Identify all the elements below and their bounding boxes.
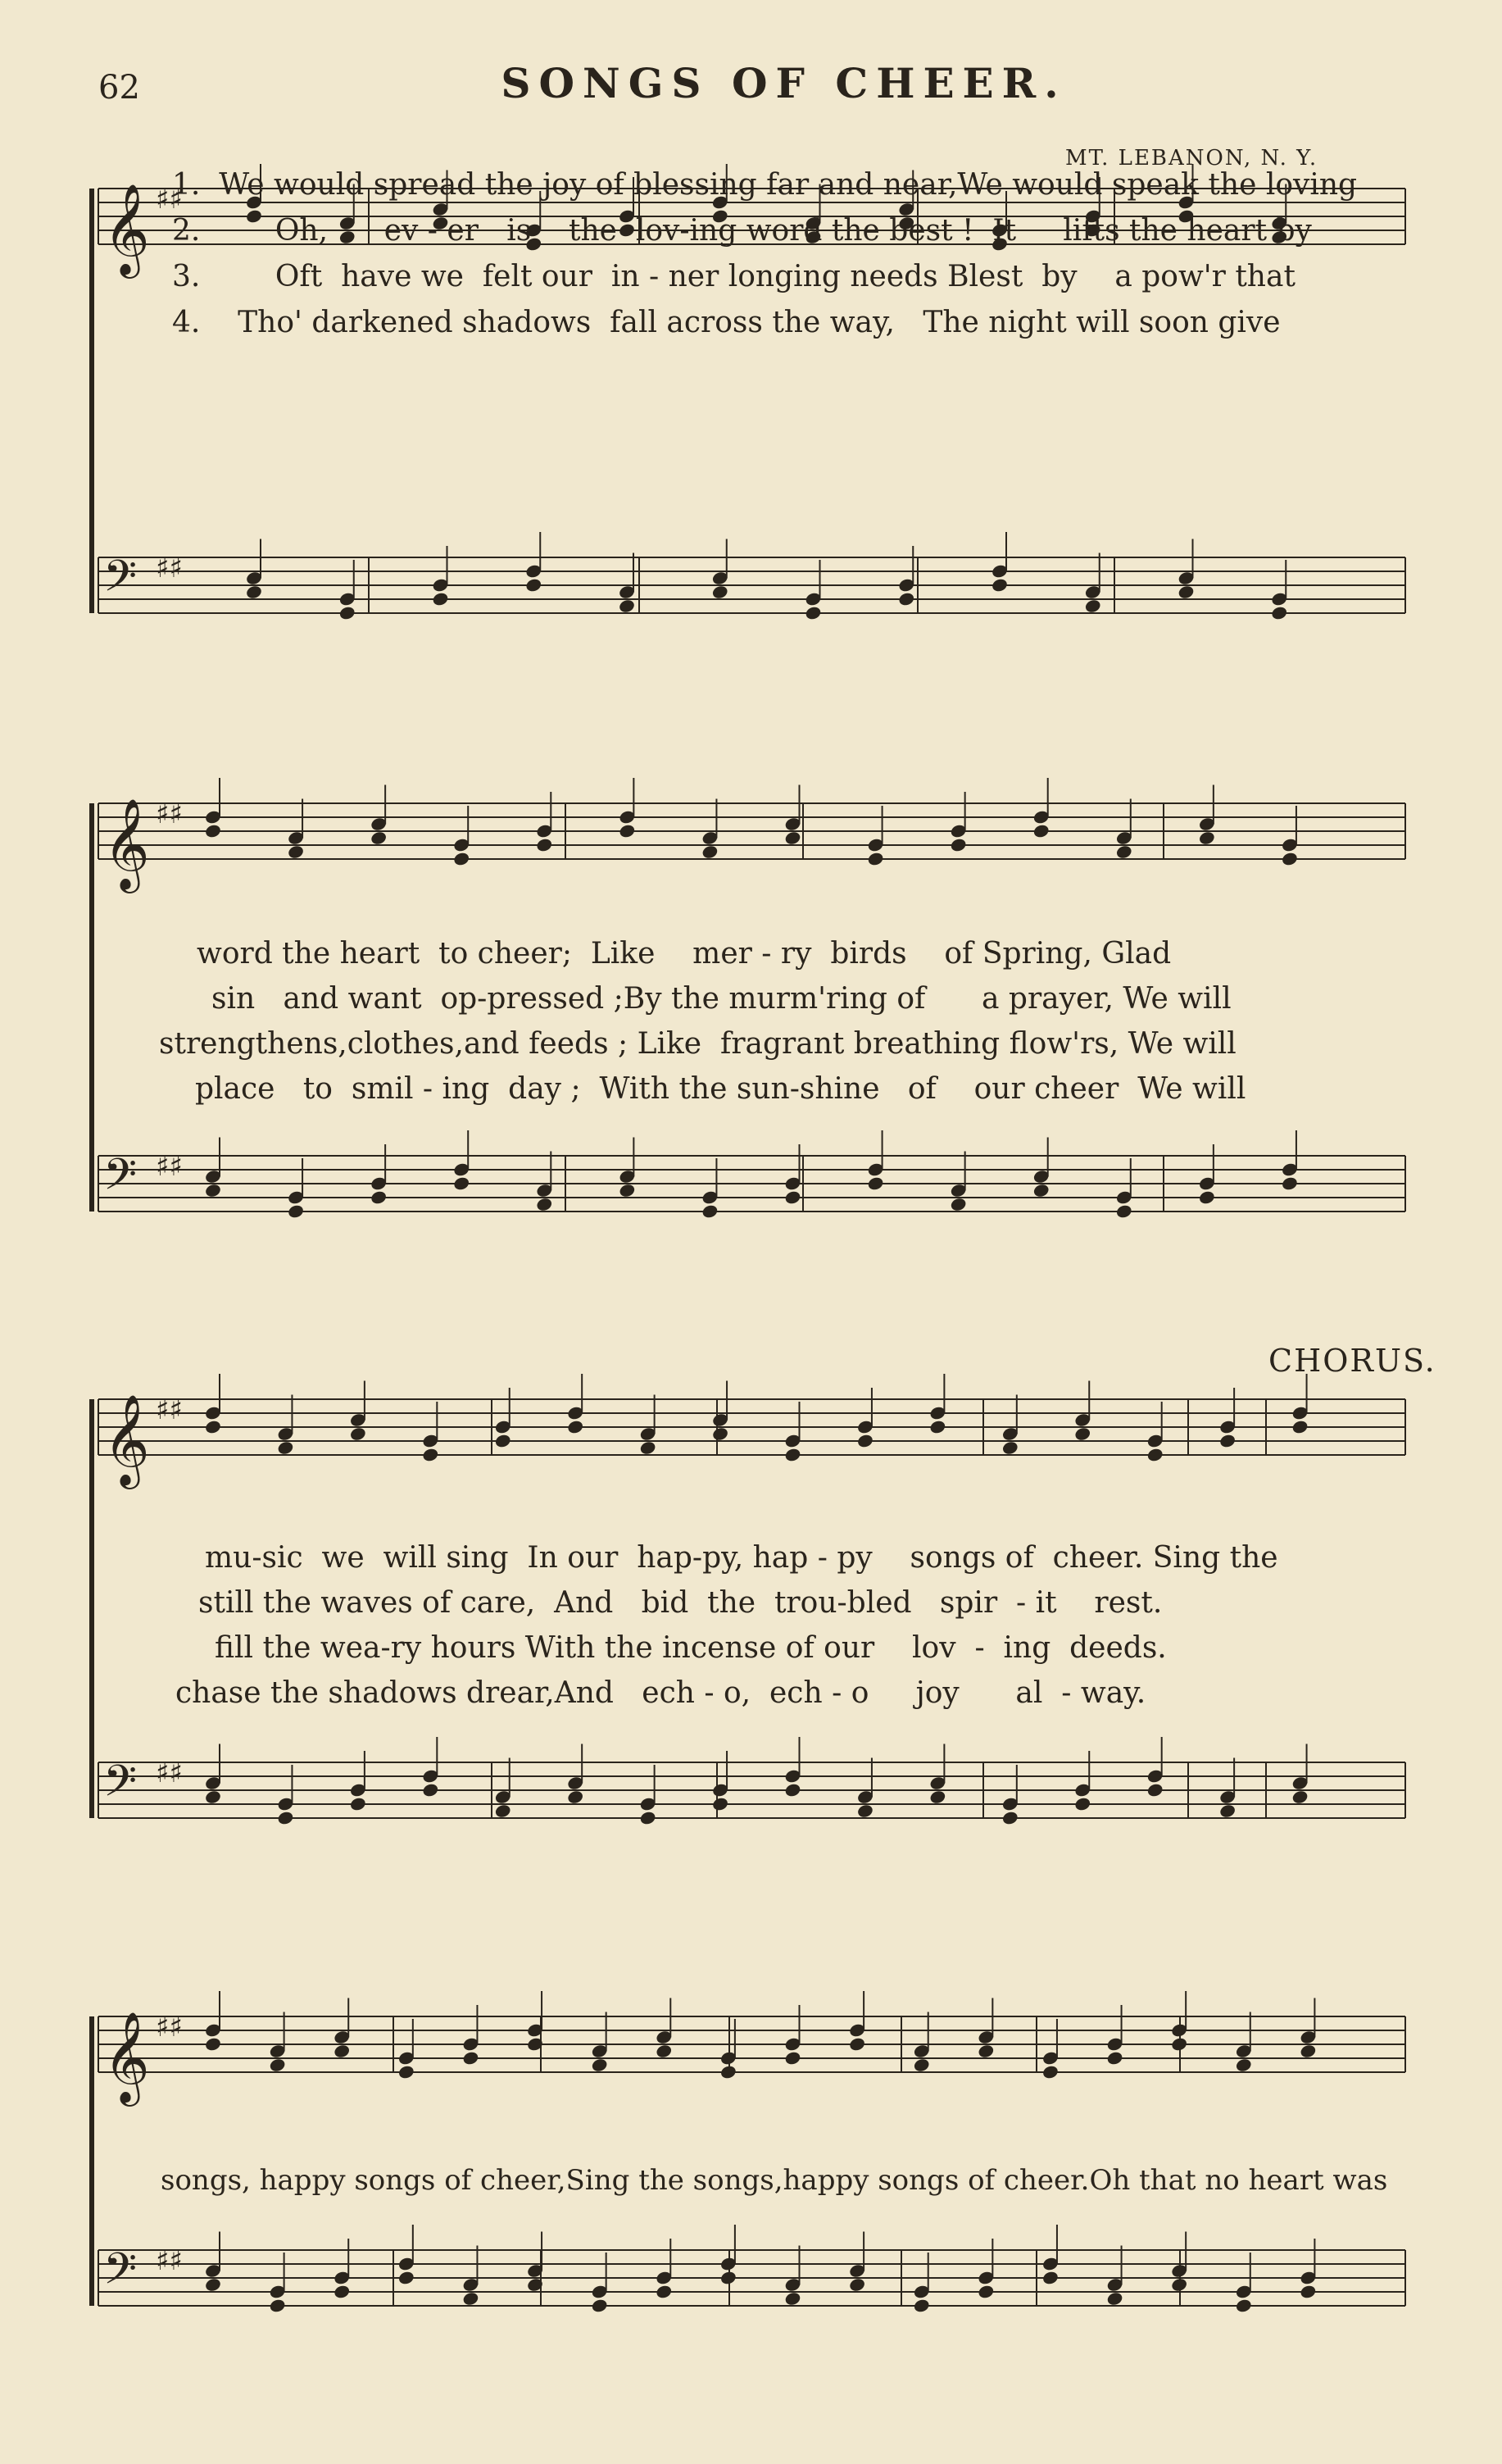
note-head — [277, 1810, 295, 1825]
note-head — [277, 1440, 295, 1456]
note-head — [719, 2270, 737, 2285]
note-head — [701, 844, 719, 860]
treble-clef-icon: 𝄞 — [103, 798, 150, 889]
note-head — [1198, 830, 1216, 846]
note-head — [784, 830, 802, 846]
note-head — [421, 1782, 439, 1798]
lyric-line: place to smil - ing day ; With the sun-shine of our cheer We will — [195, 1072, 1246, 1106]
note-head — [1291, 1789, 1309, 1805]
note-head — [591, 2298, 609, 2313]
note-head — [204, 2036, 222, 2052]
note-head — [784, 1782, 802, 1798]
note-head — [619, 1183, 637, 1198]
bass-clef-icon: 𝄢 — [103, 2244, 138, 2305]
note-head — [1032, 823, 1050, 839]
note-head — [349, 1426, 367, 1442]
chorus-label: CHORUS. — [1268, 1343, 1436, 1379]
bass-clef-icon: 𝄢 — [103, 552, 138, 612]
note-head — [1001, 1810, 1019, 1825]
note-head — [950, 837, 968, 852]
note-head — [333, 2043, 351, 2059]
key-signature-sharp-icon: ♯♯ — [156, 2010, 183, 2043]
key-signature-sharp-icon: ♯♯ — [156, 551, 183, 584]
note-head — [535, 837, 553, 852]
note-head — [711, 1796, 729, 1812]
source-attribution: MT. LEBANON, N. Y. — [1065, 146, 1318, 170]
note-head — [1041, 2064, 1060, 2080]
note-head — [370, 830, 388, 846]
note-head — [977, 2284, 995, 2299]
lyric-line: 2. Oh, ev - er is the lov-ing word the best ! It lifts the heart by — [172, 214, 1312, 248]
note-head — [913, 2298, 931, 2313]
note-head — [1300, 2043, 1318, 2059]
note-head — [848, 2036, 866, 2052]
note-head — [1235, 2057, 1253, 2073]
lyric-line: sin and want op-pressed ;By the murm'ring of a prayer, We will — [211, 982, 1232, 1016]
note-head — [711, 584, 729, 600]
note-head — [432, 591, 450, 607]
lyric-line: 4. Tho' darkened shadows fall across the way, The night will soon give — [172, 306, 1281, 339]
note-head — [950, 1197, 968, 1212]
note-head — [462, 2050, 480, 2066]
note-head — [1300, 2284, 1318, 2299]
key-signature-sharp-icon: ♯♯ — [156, 1149, 183, 1183]
note-head — [977, 2043, 995, 2059]
note-head — [452, 851, 470, 866]
treble-clef-icon: 𝄞 — [103, 183, 150, 275]
note-head — [719, 2064, 737, 2080]
note-head — [535, 1197, 553, 1212]
note-head — [287, 844, 305, 860]
note-head — [204, 1419, 222, 1434]
note-head — [897, 591, 915, 607]
note-head — [619, 823, 637, 839]
note-head — [1270, 605, 1288, 621]
note-head — [1032, 1183, 1050, 1198]
note-head — [1115, 1203, 1133, 1219]
note-head — [287, 1203, 305, 1219]
treble-clef-icon: 𝄞 — [103, 2011, 150, 2103]
lyric-line: fill the wea-ry hours With the incense of our lov - ing deeds. — [215, 1631, 1167, 1665]
page-title: SONGS OF CHEER. — [501, 59, 1067, 107]
note-head — [867, 851, 885, 866]
note-head — [1170, 2277, 1188, 2293]
note-head — [1281, 851, 1299, 866]
note-head — [913, 2057, 931, 2073]
lyric-line: 3. Oft have we felt our in - ner longing needs Blest by a pow'r that — [172, 260, 1296, 293]
note-head — [1146, 1447, 1164, 1462]
note-head — [494, 1433, 512, 1448]
note-head — [856, 1803, 874, 1819]
note-head — [524, 577, 542, 593]
bass-clef-icon: 𝄢 — [103, 1757, 138, 1817]
lyric-line: word the heart to cheer; Like mer - ry birds of Spring, Glad — [197, 937, 1172, 971]
note-head — [462, 2291, 480, 2307]
note-head — [1235, 2298, 1253, 2313]
lyric-line: 1. We would spread the joy of blessing far and near,We would speak the loving — [172, 168, 1358, 202]
key-signature-sharp-icon: ♯♯ — [156, 1393, 183, 1426]
note-head — [421, 1447, 439, 1462]
note-head — [1218, 1433, 1237, 1448]
note-head — [1106, 2050, 1124, 2066]
bass-clef-icon: 𝄢 — [103, 1150, 138, 1211]
note-head — [494, 1803, 512, 1819]
note-head — [1073, 1426, 1091, 1442]
note-head — [269, 2057, 287, 2073]
note-head — [1170, 2036, 1188, 2052]
note-head — [452, 1175, 470, 1191]
note-head — [655, 2284, 673, 2299]
note-head — [269, 2298, 287, 2313]
treble-clef-icon: 𝄞 — [103, 1393, 150, 1485]
key-signature-sharp-icon: ♯♯ — [156, 797, 183, 830]
note-head — [1084, 598, 1102, 614]
note-head — [784, 2291, 802, 2307]
lyric-line: still the waves of care, And bid the trou-bled spir - it rest. — [198, 1586, 1163, 1620]
note-head — [1106, 2291, 1124, 2307]
note-head — [784, 1189, 802, 1205]
note-head — [618, 598, 636, 614]
note-head — [349, 1796, 367, 1812]
note-head — [848, 2277, 866, 2293]
note-head — [245, 584, 263, 600]
note-head — [397, 2064, 415, 2080]
note-head — [655, 2043, 673, 2059]
note-head — [1218, 1803, 1237, 1819]
note-head — [204, 1183, 222, 1198]
note-head — [805, 605, 823, 621]
key-signature-sharp-icon: ♯♯ — [156, 1756, 183, 1789]
note-head — [1115, 844, 1133, 860]
key-signature-sharp-icon: ♯♯ — [156, 2244, 183, 2277]
note-head — [591, 2057, 609, 2073]
score-system-4 — [0, 1967, 1502, 2459]
lyric-line: strengthens,clothes,and feeds ; Like fragrant breathing flow'rs, We will — [159, 1027, 1237, 1061]
note-head — [867, 1175, 885, 1191]
note-head — [929, 1419, 947, 1434]
lyric-line: mu-sic we will sing In our hap-py, hap - py songs of cheer. Sing the — [205, 1541, 1278, 1575]
note-head — [1291, 1419, 1309, 1434]
note-head — [370, 1189, 388, 1205]
note-head — [784, 2050, 802, 2066]
note-head — [711, 1426, 729, 1442]
note-head — [1041, 2270, 1060, 2285]
note-head — [204, 2277, 222, 2293]
note-head — [784, 1447, 802, 1462]
note-head — [929, 1789, 947, 1805]
note-head — [1146, 1782, 1164, 1798]
lyric-line: songs, happy songs of cheer,Sing the songs,happy songs of cheer.Oh that no heart was — [161, 2164, 1388, 2197]
note-head — [338, 605, 356, 621]
lyric-line: chase the shadows drear,And ech - o, ech - o joy al - way. — [175, 1676, 1146, 1710]
note-head — [701, 1203, 719, 1219]
key-signature-sharp-icon: ♯♯ — [156, 182, 183, 216]
note-head — [204, 1789, 222, 1805]
note-head — [1001, 1440, 1019, 1456]
note-head — [1281, 1175, 1299, 1191]
note-head — [566, 1419, 584, 1434]
note-head — [1178, 584, 1196, 600]
note-head — [856, 1433, 874, 1448]
note-head — [566, 1789, 584, 1805]
page-number: 62 — [98, 69, 140, 107]
note-head — [639, 1810, 657, 1825]
note-head — [333, 2284, 351, 2299]
note-head — [204, 823, 222, 839]
note-head — [1073, 1796, 1091, 1812]
note-head — [397, 2270, 415, 2285]
note-head — [991, 577, 1009, 593]
note-head — [1198, 1189, 1216, 1205]
note-head — [639, 1440, 657, 1456]
